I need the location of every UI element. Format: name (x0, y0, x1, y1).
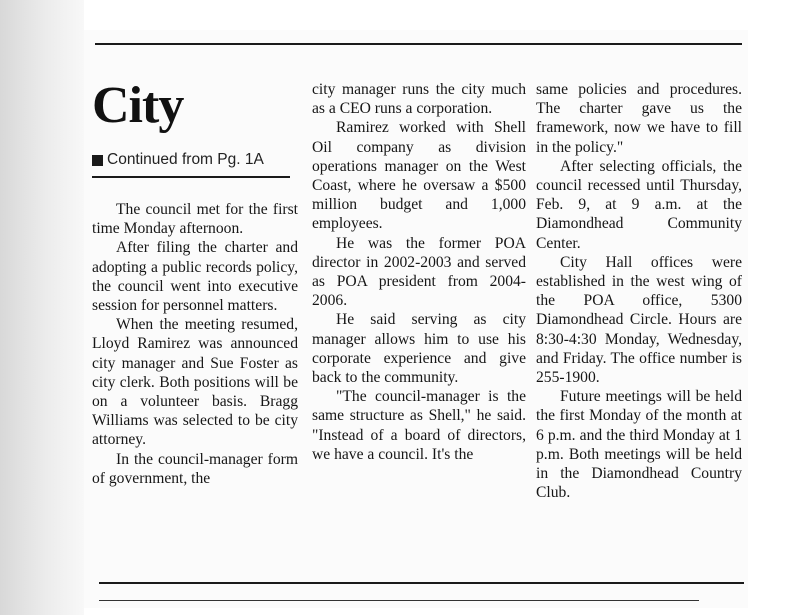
scan-edge-shadow (0, 0, 84, 615)
article-column-3 (536, 80, 742, 502)
article-paragraph: same policies and procedures. The charter gave us the framework, now we have to fill in the policy." (536, 81, 742, 156)
article-paragraph: "The council-manager is the same structure as Shell," he said. "Instead of a board of directors, we have a council. It's the (312, 388, 526, 463)
square-bullet-icon (92, 155, 103, 166)
continued-rule (92, 176, 290, 178)
article-paragraph: Future meetings will be held the first Monday of the month at 6 p.m. and the third Monday at 1 p.m. Both meetings will be held in the Diamondhead Country Club. (536, 388, 742, 502)
continued-from-text: Continued from Pg. 1A (107, 151, 264, 168)
article-paragraph: Ramirez worked with Shell Oil company as division operations manager on the West Coast, where he oversaw a $500 million budget and 1,000 employees. (312, 119, 526, 233)
article-column-2 (312, 80, 526, 464)
article-headline: City (92, 77, 184, 134)
article-paragraph: After filing the charter and adopting a public records policy, the council went into executive session for personnel matters. (92, 239, 298, 315)
article-column-1 (92, 200, 298, 488)
article-paragraph: City Hall offices were established in the west wing of the POA office, 5300 Diamondhead Circle. Hours are 8:30-4:30 Monday, Wednesday, and Friday. The office number is 255-1900. (536, 253, 742, 387)
article-paragraph: After selecting officials, the council recessed until Thursday, Feb. 9, at 9 a.m. at the Diamondhead Community Center. (536, 157, 742, 252)
article-paragraph: When the meeting resumed, Lloyd Ramirez was announced city manager and Sue Foster as city clerk. Both positions will be on a volunteer basis. Bragg Williams was selected to be city attorney. (92, 316, 298, 449)
article-paragraph: He said serving as city manager allows him to use his corporate experience and give back to the community. (312, 311, 526, 387)
article-paragraph: In the council-manager form of government, the (92, 450, 298, 487)
top-rule (95, 43, 742, 45)
article-paragraph: The council met for the first time Monday afternoon. (92, 201, 298, 238)
article-paragraph: city manager runs the city much as a CEO runs a corporation. (312, 81, 526, 118)
bottom-rule (99, 582, 744, 584)
continued-from-line (92, 148, 264, 172)
article-paragraph: He was the former POA director in 2002-2003 and served as POA president from 2004-2006. (312, 234, 526, 310)
bottom-rule-secondary (99, 600, 699, 601)
